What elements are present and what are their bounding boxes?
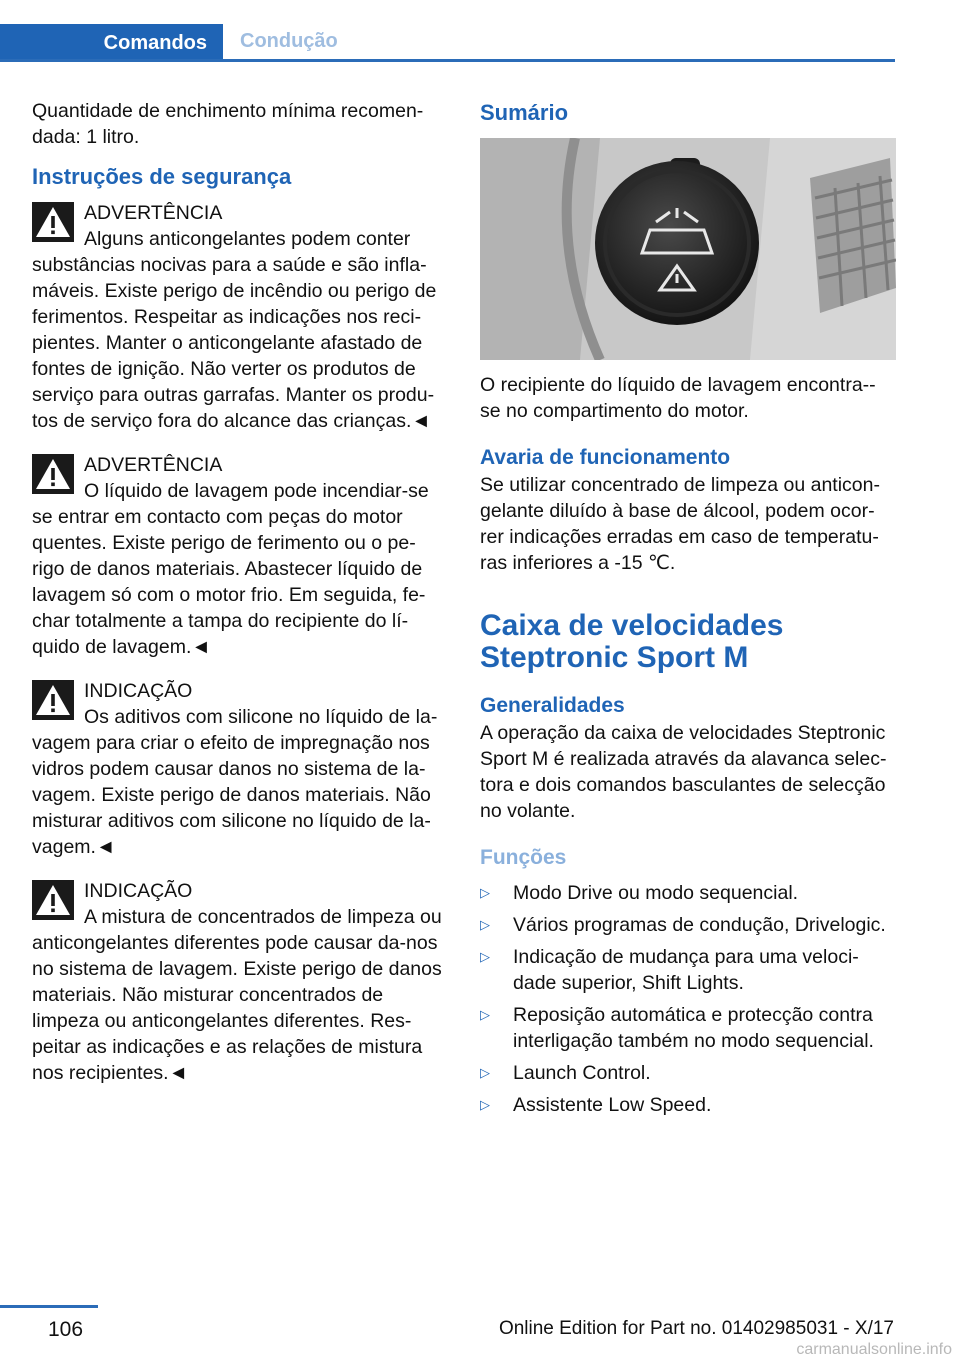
page-number: 106	[48, 1318, 84, 1341]
triangle-bullet-icon: ▷	[480, 1065, 490, 1080]
triangle-bullet-icon: ▷	[480, 1097, 490, 1112]
notice-body: Os aditivos com silicone no líquido de la-vagem para criar o efeito de impregnação nos vidros podem causar danos no sistema de la-vagem. Existe perigo de danos materiais. Não misturar aditivos com silicone no líquido de la-vagem.◄	[32, 706, 438, 858]
notice-title: INDICAÇÃO	[84, 880, 193, 902]
triangle-bullet-icon: ▷	[480, 917, 490, 932]
list-item: ▷ Reposição automática e protecção contra interligação também no modo sequencial.	[480, 1004, 874, 1052]
warning-triangle-icon	[32, 454, 74, 494]
warning-title: ADVERTÊNCIA	[84, 202, 223, 224]
warning-triangle-icon	[32, 880, 74, 920]
warning-block	[32, 200, 448, 434]
list-item: ▷ Assistente Low Speed.	[480, 1094, 712, 1116]
section-title-line1: Caixa de velocidades	[480, 609, 784, 642]
notice-block	[32, 878, 448, 1086]
section-title	[480, 610, 896, 674]
warning-triangle-icon	[32, 680, 74, 720]
triangle-bullet-icon: ▷	[480, 949, 490, 964]
safety-heading: Instruções de segurança	[32, 164, 292, 189]
list-item: ▷ Modo Drive ou modo sequencial.	[480, 882, 799, 904]
tab-comandos[interactable]: Comandos	[0, 24, 223, 62]
triangle-bullet-icon: ▷	[480, 1007, 490, 1022]
fill-quantity-text: Quantidade de enchimento mínima recomen-dada: 1 litro.	[32, 100, 424, 148]
warning-body: O líquido de lavagem pode incendiar-se se entrar em contacto com peças do motor quentes. Existe perigo de ferimento ou o pe-rigo de danos materiais. Abastecer líquido de lavagem só com o motor frio. Em seguida, fe-char totalmente a tampa do recipiente do lí-quido de lavagem.◄	[32, 480, 429, 658]
summary-heading: Sumário	[480, 100, 569, 125]
triangle-bullet-icon: ▷	[480, 885, 490, 900]
notice-title: INDICAÇÃO	[84, 680, 193, 702]
left-column	[32, 98, 448, 1086]
list-item: ▷ Indicação de mudança para uma veloci-dade superior, Shift Lights.	[480, 946, 859, 994]
warning-title: ADVERTÊNCIA	[84, 454, 223, 476]
photo-caption: O recipiente do líquido de lavagem encontra--se no compartimento do motor.	[480, 374, 876, 422]
warning-block	[32, 452, 448, 660]
notice-block	[32, 678, 448, 860]
list-item: ▷ Vários programas de condução, Drivelogic.	[480, 914, 886, 936]
washer-reservoir-photo	[480, 138, 896, 360]
footer-rule	[0, 1305, 98, 1308]
general-heading: Generalidades	[480, 694, 625, 717]
malfunction-body: Se utilizar concentrado de limpeza ou anticon-gelante diluído à base de álcool, podem ocor-rer indicações erradas em caso de temperatu-ras inferiores a -15 ℃.	[480, 474, 880, 574]
section-title-line2: Steptronic Sport M	[480, 641, 749, 674]
tab-conducao[interactable]: Condução	[240, 30, 338, 52]
notice-body: A mistura de concentrados de limpeza ou anticongelantes diferentes pode causar da-nos no sistema de lavagem. Existe perigo de danos materiais. Não misturar concentrados de limpeza ou anticongelantes diferentes. Res-peitar as indicações e as relações de mistura nos recipientes.◄	[32, 906, 442, 1084]
header-tabs	[0, 24, 895, 62]
functions-list	[480, 880, 896, 1118]
watermark[interactable]: carmanualsonline.info	[796, 1341, 952, 1358]
header-rule	[0, 59, 895, 62]
warning-body: Alguns anticongelantes podem conter substâncias nocivas para a saúde e são infla-máveis. Existe perigo de incêndio ou perigo de ferimentos. Respeitar as indicações nos reci-pientes. Manter o anticongelante afastado de fontes de ignição. Não verter os produtos de serviço para outras garrafas. Manter os produ-tos de serviço fora do alcance das crianças.◄	[32, 228, 437, 432]
edition-text: Online Edition for Part no. 01402985031 - X/17	[498, 1318, 894, 1339]
list-item: ▷ Launch Control.	[480, 1062, 651, 1084]
warning-triangle-icon	[32, 202, 74, 242]
right-column	[480, 98, 896, 1124]
general-body: A operação da caixa de velocidades Steptronic Sport M é realizada através da alavanca selec-tora e dois comandos basculantes de selecção no volante.	[480, 722, 887, 822]
functions-heading: Funções	[480, 846, 567, 869]
malfunction-heading: Avaria de funcionamento	[480, 446, 731, 469]
